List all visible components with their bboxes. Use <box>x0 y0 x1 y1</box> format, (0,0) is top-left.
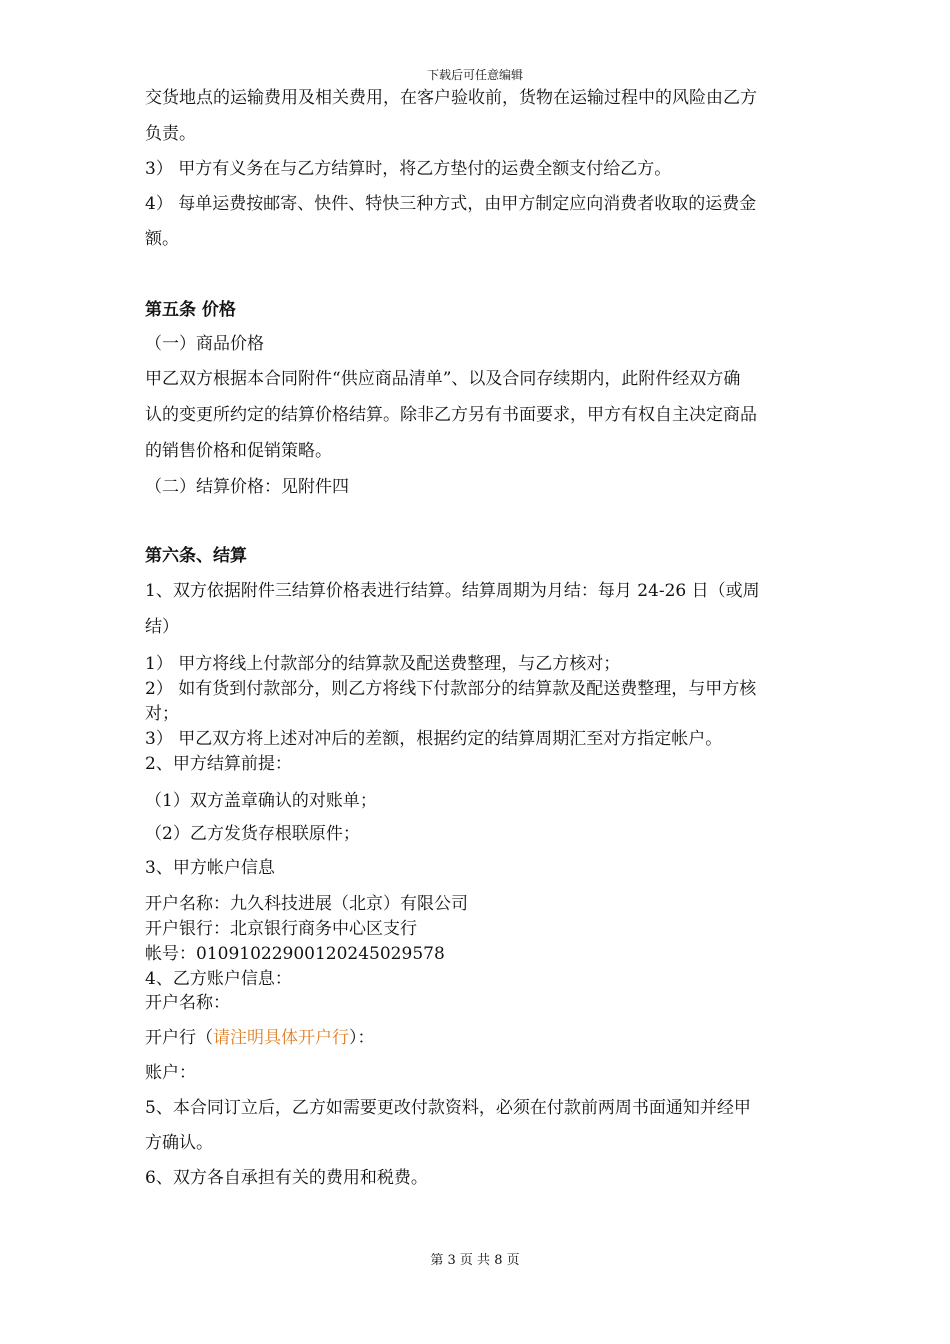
list-item: 3） 甲方有义务在与乙方结算时，将乙方垫付的运费全额支付给乙方。 <box>145 159 672 179</box>
text-line: 4、乙方账户信息： <box>145 969 292 989</box>
section-heading: 第六条、结算 <box>145 546 247 566</box>
list-item: （2）乙方发货存根联原件； <box>145 824 360 844</box>
list-item: （1）双方盖章确认的对账单； <box>145 791 377 811</box>
text-line <box>145 1028 375 1048</box>
text-line: 开户名称： <box>145 993 230 1013</box>
text-line: 方确认。 <box>145 1133 213 1153</box>
text-line: 开户银行：北京银行商务中心区支行 <box>145 919 417 939</box>
page-footer: 第 3 页 共 8 页 <box>430 1253 520 1268</box>
text-line: 的销售价格和促销策略。 <box>145 441 332 461</box>
list-item: 4） 每单运费按邮寄、快件、特快三种方式，由甲方制定应向消费者收取的运费金 <box>145 194 757 214</box>
text-line: 甲乙双方根据本合同附件“供应商品清单”、以及合同存续期内，此附件经双方确 <box>145 369 741 389</box>
text-segment: 开户行（ <box>145 1028 213 1048</box>
section-heading: 第五条 价格 <box>145 300 236 320</box>
text-line: 交货地点的运输费用及相关费用，在客户验收前，货物在运输过程中的风险由乙方 <box>145 88 757 108</box>
text-line: 6、双方各自承担有关的费用和税费。 <box>145 1168 428 1188</box>
text-line: 额。 <box>145 229 179 249</box>
text-line: 2、甲方结算前提： <box>145 754 292 774</box>
subsection-heading: （一）商品价格 <box>145 334 264 354</box>
page-header: 下载后可任意编辑 <box>426 68 523 82</box>
list-item: 1） 甲方将线上付款部分的结算款及配送费整理，与乙方核对； <box>145 654 621 674</box>
text-line: 账户： <box>145 1063 196 1083</box>
text-line: 1、双方依据附件三结算价格表进行结算。结算周期为月结：每月 24-26 日（或周 <box>145 581 760 601</box>
text-line: 3、甲方帐户信息 <box>145 858 275 878</box>
text-line: 负责。 <box>145 124 196 144</box>
text-line: 认的变更所约定的结算价格结算。除非乙方另有书面要求，甲方有权自主决定商品 <box>145 405 757 425</box>
text-line: 对； <box>145 704 179 724</box>
text-line: 结） <box>145 617 179 637</box>
text-line: 帐号：01091022900120245029578 <box>145 944 445 964</box>
text-segment: ）： <box>349 1028 375 1048</box>
list-item: 3） 甲乙双方将上述对冲后的差额，根据约定的结算周期汇至对方指定帐户。 <box>145 729 723 749</box>
text-line: 5、本合同订立后，乙方如需要更改付款资料，必须在付款前两周书面通知并经甲 <box>145 1098 751 1118</box>
list-item: 2） 如有货到付款部分，则乙方将线下付款部分的结算款及配送费整理，与甲方核 <box>145 679 757 699</box>
text-line: 开户名称：九久科技进展（北京）有限公司 <box>145 894 468 914</box>
highlight-text: 请注明具体开户行 <box>213 1028 349 1048</box>
subsection-heading: （二）结算价格：见附件四 <box>145 477 349 497</box>
